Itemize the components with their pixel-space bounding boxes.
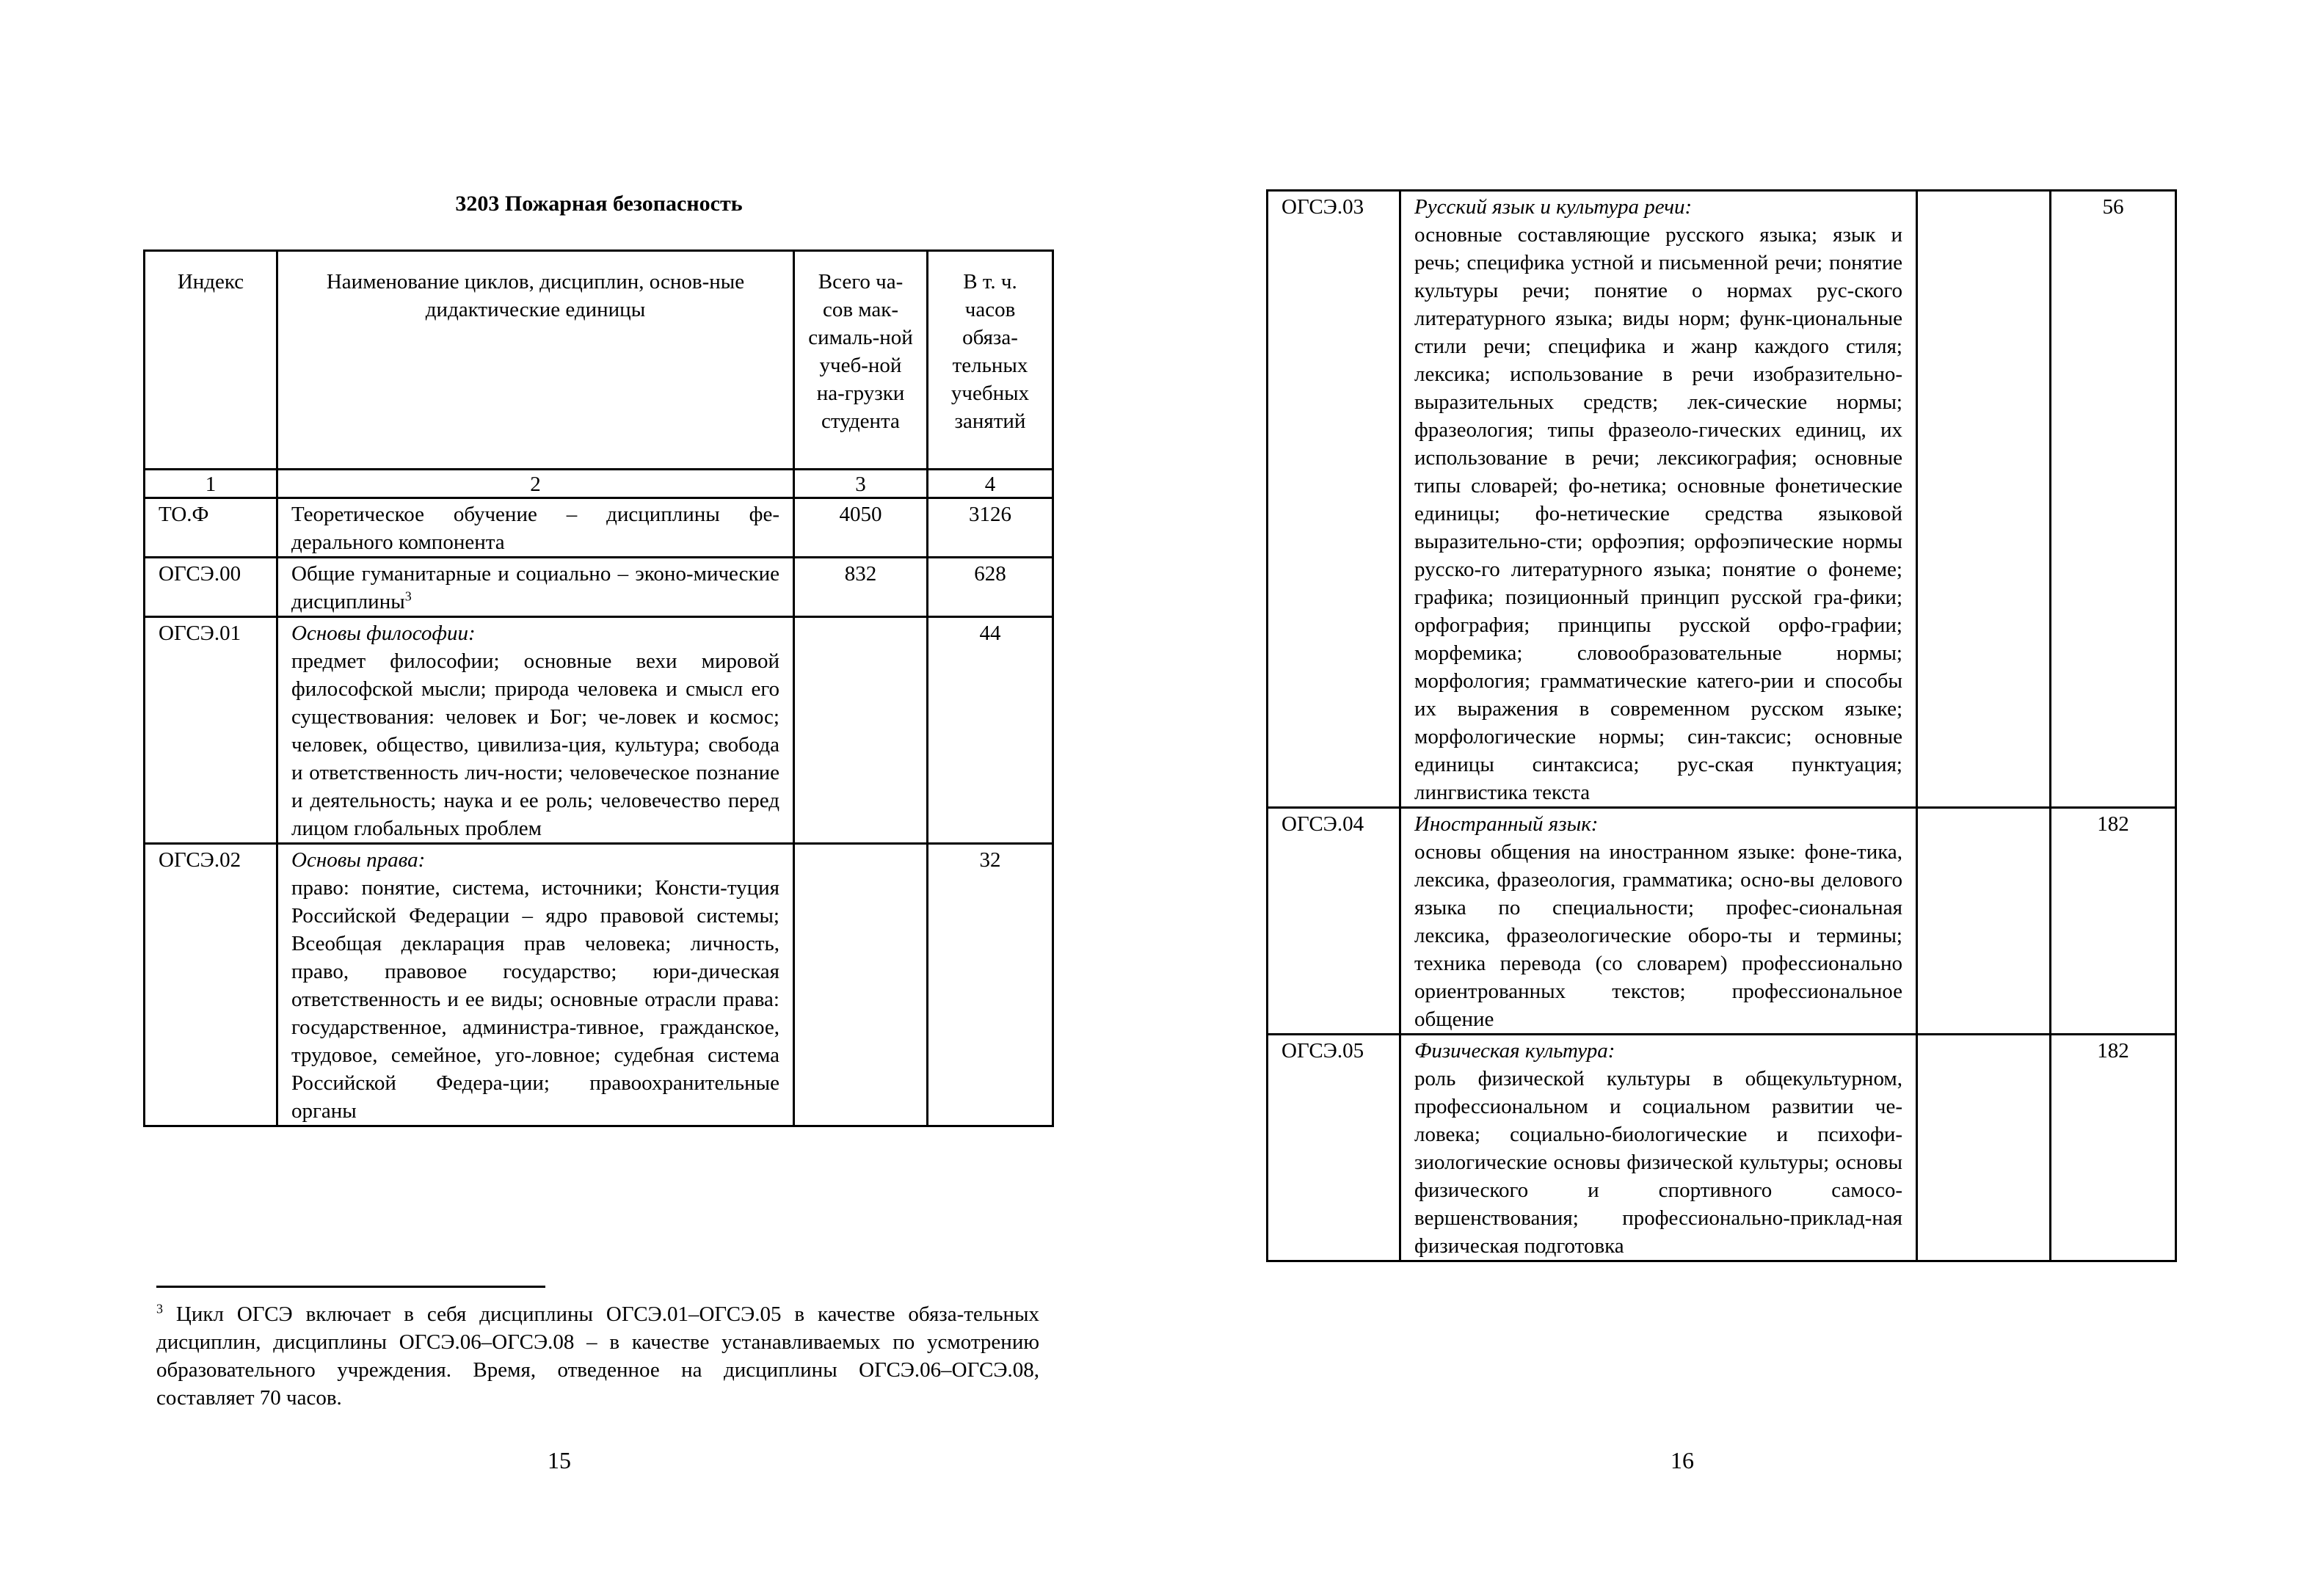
subject-description: право: понятие, система, источники; Консти-туция Российской Федерации – ядро правовой системы; Всеобщая декларация прав человека; личность, право, правовое государство; юри-дическая ответственность и ее виды; основные отрасли права: государственное, администра-тивное, гражданское, трудовое, семейное, уго-ловное; судебная система Российской Федера-ции; правоохранительные органы: [291, 876, 779, 1123]
row-total: [794, 844, 928, 1126]
header-total-hours: Всего ча-сов мак-сималь-ной учеб-ной на-грузки студента: [794, 251, 928, 470]
footnote-divider: [156, 1286, 545, 1288]
footnote-text: Цикл ОГСЭ включает в себя дисциплины ОГСЭ.01–ОГСЭ.05 в качестве обяза-тельных дисциплин, дисциплины ОГСЭ.06–ОГСЭ.08 – в качестве устанавливаемых по усмотрению образовательного учреждения. Время, отведенное на дисциплины ОГСЭ.06–ОГСЭ.08, составляет 70 часов.: [156, 1302, 1040, 1410]
row-content: [277, 617, 794, 844]
page-number: 15: [548, 1447, 571, 1473]
row-index: ОГСЭ.03: [1268, 191, 1400, 808]
row-total: [794, 617, 928, 844]
row-required: 3126: [928, 498, 1053, 558]
subject-title: Основы философии:: [291, 622, 476, 645]
header-index: Индекс: [145, 251, 277, 470]
header-name: Наименование циклов, дисциплин, основ-ные дидактические единицы: [277, 251, 794, 470]
subject-description: роль физической культуры в общекультурном, профессиональном и социальном развитии че-ловека; социально-биологические и психофи-зиологические основы физической культуры; основы физического и спортивного самосо-вершенствования; профессионально-приклад-ная физическая подготовка: [1414, 1067, 1902, 1258]
footnote-ref: 3: [404, 589, 412, 604]
row-required: 628: [928, 558, 1053, 617]
row-total: 832: [794, 558, 928, 617]
subject-description: основы общения на иностранном языке: фоне-тика, лексика, фразеология, грамматика; осно-вы делового языка по специальности; профес-сиональная лексика, фразеологические оборо-ты и термины; техника перевода (со словарем) профессионально ориентрованных текстов; профессиональное общение: [1414, 840, 1902, 1031]
curriculum-table-right: [1266, 189, 2177, 1262]
curriculum-table-left: [143, 249, 1054, 1127]
row-content: [1400, 1035, 1917, 1261]
subject-title: Иностранный язык:: [1414, 812, 1599, 836]
row-required: 44: [928, 617, 1053, 844]
header-row: [145, 251, 1053, 470]
row-index: ОГСЭ.00: [145, 558, 277, 617]
row-index: ОГСЭ.04: [1268, 808, 1400, 1035]
subject-title: Русский язык и культура речи:: [1414, 195, 1693, 219]
row-total: [1917, 1035, 2051, 1261]
row-required: 56: [2051, 191, 2176, 808]
subject-title: Основы права:: [291, 848, 426, 872]
row-required: 32: [928, 844, 1053, 1126]
row-name-cell: [277, 558, 794, 617]
column-number: 1: [145, 470, 277, 498]
right-page: [1156, 0, 2312, 1596]
page-number: 16: [1671, 1447, 1694, 1473]
column-number-row: [145, 470, 1053, 498]
row-total: [1917, 191, 2051, 808]
row-name: Теоретическое обучение – дисциплины фе-дерального компонента: [277, 498, 794, 558]
table-row: [145, 617, 1053, 844]
footnote-mark: 3: [156, 1301, 163, 1316]
table-row: [1268, 191, 2176, 808]
row-index: ТО.Ф: [145, 498, 277, 558]
subject-description: основные составляющие русского языка; язык и речь; специфика устной и письменной речи; понятие культуры речи; понятие о нормах рус-ского литературного языка; виды норм; функ-циональные стили речи; специфика и жанр каждого стиля; лексика; использование в речи изобразительно-выразительных средств; лек-сические нормы; фразеология; типы фразеоло-гических единиц, их использование в речи; лексикография; основные типы словарей; фо-нетика; основные фонетические единицы; фо-нетические средства языковой выразительно-сти; орфоэпия; орфоэпические нормы русско-го литературного языка; понятие о фонеме; графика; позиционный принцип русской гра-фики; орфография; принципы русской орфо-графии; морфемика; словообразовательные нормы; морфология; грамматические катего-рии и способы их выражения в современном русском языке; морфологические нормы; син-таксис; основные единицы синтаксиса; рус-ская пунктуация; лингвистика текста: [1414, 223, 1902, 804]
column-number: 2: [277, 470, 794, 498]
row-total: [1917, 808, 2051, 1035]
table-row: [1268, 1035, 2176, 1261]
row-content: [1400, 808, 1917, 1035]
footnote: [156, 1300, 1039, 1412]
row-index: ОГСЭ.02: [145, 844, 277, 1126]
row-index: ОГСЭ.05: [1268, 1035, 1400, 1261]
table-row: [145, 844, 1053, 1126]
row-total: 4050: [794, 498, 928, 558]
subject-title: Физическая культура:: [1414, 1039, 1615, 1063]
row-content: [277, 844, 794, 1126]
row-name: Общие гуманитарные и социально – эконо-мические дисциплины: [291, 562, 779, 613]
table-row: [1268, 808, 2176, 1035]
row-required: 182: [2051, 1035, 2176, 1261]
row-content: [1400, 191, 1917, 808]
subject-description: предмет философии; основные вехи мировой философской мысли; природа человека и смысл его существования: человек и Бог; че-ловек и космос; человек, общество, цивилиза-ция, культура; свобода и ответственность лич-ности; человеческое познание и деятельность; наука и ее роль; человечество перед лицом глобальных проблем: [291, 649, 779, 840]
column-number: 4: [928, 470, 1053, 498]
row-required: 182: [2051, 808, 2176, 1035]
table-row: [145, 558, 1053, 617]
header-required-hours: В т. ч. часов обяза-тельных учебных занятий: [928, 251, 1053, 470]
column-number: 3: [794, 470, 928, 498]
table-row: [145, 498, 1053, 558]
row-index: ОГСЭ.01: [145, 617, 277, 844]
page-title: 3203 Пожарная безопасность: [455, 192, 743, 216]
